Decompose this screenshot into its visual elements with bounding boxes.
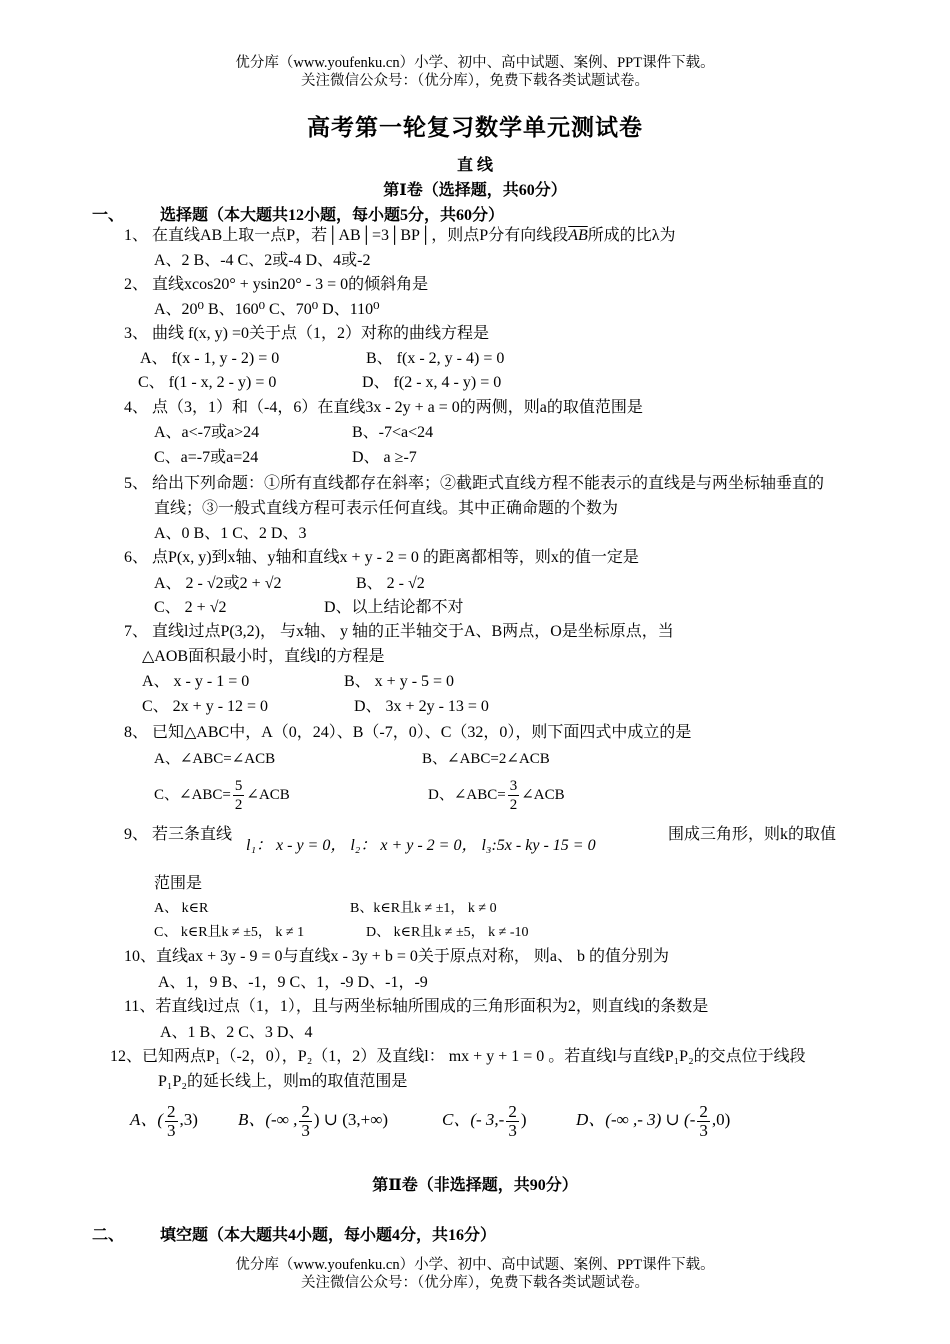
q6-option-d: D、以上结论都不对	[324, 599, 464, 616]
q12a-numerator: 2	[167, 1101, 176, 1121]
q12b-prefix: B、(-∞ ,	[238, 1110, 298, 1129]
q12b-denominator: 3	[301, 1120, 310, 1140]
question-9-lead: 9、 若三条直线	[124, 826, 233, 843]
q8-option-b: B、∠ABC=2∠ACB	[422, 751, 550, 767]
q7-option-b: B、 x + y - 5 = 0	[344, 673, 455, 690]
q2-options: A、20⁰ B、160⁰ C、70⁰ D、110⁰	[154, 301, 380, 318]
q12b-numerator: 2	[301, 1101, 310, 1121]
q12-option-b	[238, 1100, 388, 1140]
header-line-2: 关注微信公众号：（优分库），免费下载各类试题试卷。	[301, 73, 649, 89]
section2-title: 填空题（本大题共4小题，每小题4分，共16分）	[160, 1227, 497, 1244]
q4-option-a: A、a<-7或a>24	[154, 424, 260, 441]
page-title: 高考第一轮复习数学单元测试卷	[307, 115, 643, 140]
q3-option-b: B、 f(x - 2, y - 4) = 0	[366, 350, 505, 367]
q12d-suffix: ,0)	[711, 1110, 731, 1129]
q12c-denominator: 3	[508, 1120, 517, 1140]
q3-option-d: D、 f(2 - x, 4 - y) = 0	[362, 374, 502, 391]
question-2: 2、 直线xcos20° + ysin20° - 3 = 0的倾斜角是	[124, 276, 429, 293]
question-11: 11、若直线l过点（1，1），且与两坐标轴所围成的三角形面积为2，则直线l的条数是	[124, 998, 709, 1015]
q8-option-d	[428, 775, 565, 815]
q12a-prefix: A、(	[130, 1110, 164, 1129]
q7-option-c: C、 2x + y - 12 = 0	[142, 698, 269, 715]
unit-title: 直 线	[456, 157, 493, 174]
question-1	[124, 225, 676, 247]
q12a-denominator: 3	[167, 1120, 176, 1140]
q12b-fraction	[299, 1103, 312, 1140]
q3-option-c: C、 f(1 - x, 2 - y) = 0	[138, 374, 277, 391]
q9-option-a: A、 k∈R	[154, 901, 209, 916]
q1-options: A、2 B、-4 C、2或-4 D、4或-2	[154, 252, 371, 269]
q6-option-b: B、 2 - √2	[356, 575, 425, 592]
q10-options: A、1，9 B、-1，9 C、1，-9 D、-1，-9	[158, 974, 428, 991]
question-5-line-1: 5、 给出下列命题：①所有直线都存在斜率；②截距式直线方程不能表示的直线是与两坐标轴垂直的	[124, 475, 825, 492]
q7-option-a: A、 x - y - 1 = 0	[142, 673, 250, 690]
q8d-label: D、∠ABC=	[428, 787, 506, 803]
q8-option-a: A、∠ABC=∠ACB	[154, 751, 276, 767]
q6-option-a: A、 2 - √2或2 + √2	[154, 575, 282, 592]
question-3: 3、 曲线 f(x, y) =0关于点（1，2）对称的曲线方程是	[124, 325, 490, 342]
q12d-prefix: D、(-∞ ,- 3) ∪ (-	[576, 1110, 696, 1129]
part1-title: 第Ⅰ卷（选择题，共60分）	[383, 182, 567, 199]
q12d-numerator: 2	[699, 1101, 708, 1121]
q1-segment: $\overline{AB}$	[568, 227, 588, 244]
q3-option-a: A、 f(x - 1, y - 2) = 0	[140, 350, 280, 367]
q4-option-b: B、-7<a<24	[352, 424, 434, 441]
q9-option-d: D、 k∈R且k ≠ ±5， k ≠ -10	[366, 925, 529, 940]
q12-option-a	[130, 1100, 198, 1140]
q6-option-c: C、 2 + √2	[154, 599, 227, 616]
question-9-tail: 围成三角形，则k的取值	[668, 826, 837, 843]
part2-title: 第Ⅱ卷（非选择题，共90分）	[372, 1177, 578, 1194]
q8d-numerator: 3	[509, 778, 518, 795]
question-7-line-2: △AOB面积最小时，直线l的方程是	[142, 648, 385, 665]
question-6: 6、 点P(x, y)到x轴、y轴和直线x + y - 2 = 0 的距离都相等，则x的值一定是	[124, 549, 639, 566]
q8d-fraction	[508, 777, 520, 814]
q11-options: A、1 B、2 C、3 D、4	[160, 1024, 313, 1041]
q7-option-d: D、 3x + 2y - 13 = 0	[354, 698, 489, 715]
question-9-lines: l₁： x - y = 0， l₂： x + y - 2 = 0， l₃:5x - ky - 15 = 0	[246, 837, 596, 854]
q12a-fraction	[165, 1103, 178, 1140]
q8c-fraction	[233, 777, 245, 814]
q1-text-end: 所成的比λ为	[587, 227, 676, 244]
question-12-line-2: P₁P₂的延长线上，则m的取值范围是	[158, 1073, 408, 1090]
section1-number: 一、	[92, 207, 125, 224]
question-8: 8、 已知△ABC中，A（0，24）、B（-7，0）、C（32，0），则下面四式中成立的是	[124, 724, 692, 741]
q9-option-b: B、k∈R且k ≠ ±1， k ≠ 0	[350, 901, 497, 916]
q12-option-d	[576, 1100, 730, 1140]
section2-number: 二、	[92, 1227, 125, 1244]
question-9-line-2: 范围是	[154, 875, 203, 892]
footer-line-1: 优分库（www.youfenku.cn）小学、初中、高中试题、案例、PPT课件下载。	[235, 1257, 715, 1273]
section1-title: 选择题（本大题共12小题，每小题5分，共60分）	[160, 207, 505, 224]
q12c-suffix: )	[520, 1110, 527, 1129]
q8c-denominator: 2	[234, 797, 243, 814]
q8-option-c	[154, 775, 290, 815]
question-4: 4、 点（3，1）和（-4，6）在直线3x - 2y + a = 0的两侧，则a的取值范围是	[124, 399, 643, 416]
question-12-line-1: 12、已知两点P₁（-2，0），P₂（1，2）及直线l： mx + y + 1 = 0 。若直线l与直线P₁P₂的交点位于线段	[110, 1048, 806, 1065]
q12c-prefix: C、(- 3,-	[442, 1110, 505, 1129]
q12c-fraction	[506, 1103, 519, 1140]
q8c-label: C、∠ABC=	[154, 787, 231, 803]
question-10: 10、直线ax + 3y - 9 = 0与直线x - 3y + b = 0关于原点对称， 则a、 b 的值分别为	[124, 948, 669, 965]
q12d-denominator: 3	[699, 1120, 708, 1140]
q5-options: A、0 B、1 C、2 D、3	[154, 525, 307, 542]
q8d-denominator: 2	[509, 797, 518, 814]
q12-option-c	[442, 1100, 527, 1140]
footer-line-2: 关注微信公众号：（优分库），免费下载各类试题试卷。	[301, 1275, 649, 1291]
question-7-line-1: 7、 直线l过点P(3,2)， 与x轴、 y 轴的正半轴交于A、B两点，O是坐标原点，当	[124, 623, 674, 640]
q12d-fraction	[697, 1103, 710, 1140]
header-line-1: 优分库（www.youfenku.cn）小学、初中、高中试题、案例、PPT课件下载。	[235, 55, 715, 71]
q8c-numerator: 5	[234, 778, 243, 795]
q4-option-d: D、 a ≥-7	[352, 449, 417, 466]
q4-option-c: C、a=-7或a=24	[154, 449, 259, 466]
q1-text: 1、 在直线AB上取一点P，若│AB│=3│BP│，则点P分有向线段	[124, 227, 569, 244]
q12b-suffix: ) ∪ (3,+∞)	[313, 1110, 389, 1129]
q9-option-c: C、 k∈R且k ≠ ±5， k ≠ 1	[154, 925, 305, 940]
q12c-numerator: 2	[508, 1101, 517, 1121]
q8c-angle: ∠ACB	[246, 787, 290, 803]
q12a-suffix: ,3)	[179, 1110, 198, 1129]
q8d-angle: ∠ACB	[521, 787, 565, 803]
question-5-line-2: 直线；③一般式直线方程可表示任何直线。其中正确命题的个数为	[154, 500, 619, 517]
